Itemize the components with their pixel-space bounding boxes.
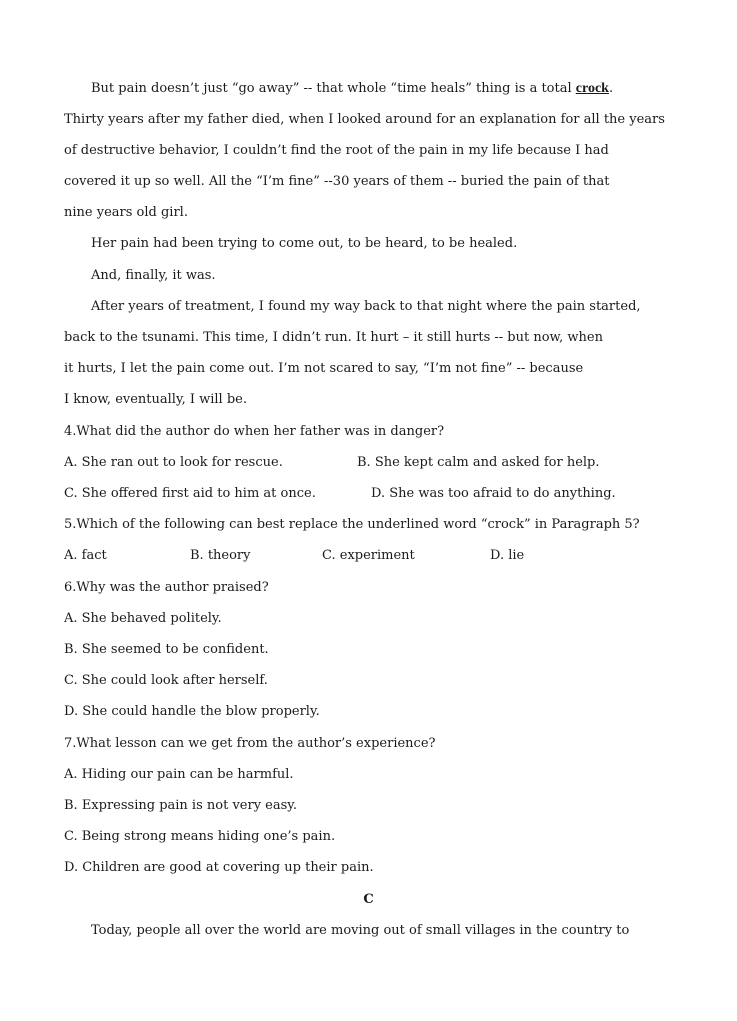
q7-option-c: C. Being strong means hiding one’s pain. (64, 829, 336, 844)
question-5-stem: 5.Which of the following can best replace the underlined word “crock” in Paragraph 5? (64, 517, 640, 532)
q5-option-d: D. lie (490, 548, 525, 563)
section-c-line-1: Today, people all over the world are moving out of small villages in the country to (91, 923, 630, 938)
q5-option-c: C. experiment (322, 548, 415, 563)
p8-line-3: it hurts, I let the pain come out. I’m not scared to say, “I’m not fine” -- because (64, 361, 584, 376)
underlined-word-crock: crock (575, 81, 609, 96)
q6-option-d: D. She could handle the blow properly. (64, 704, 320, 719)
p8-line-4: I know, eventually, I will be. (64, 392, 247, 407)
paragraph-6: Her pain had been trying to come out, to be heard, to be healed. (91, 236, 518, 251)
p5-line-1 (91, 81, 674, 97)
p5-line-1-text: But pain doesn’t just “go away” -- that whole “time heals” thing is a total (91, 81, 576, 96)
p5-line-4: covered it up so well. All the “I’m fine” --30 years of them -- buried the pain of that (64, 174, 610, 189)
q5-option-a: A. fact (64, 548, 107, 563)
q7-option-b: B. Expressing pain is not very easy. (64, 798, 298, 813)
question-4-stem: 4.What did the author do when her father was in danger? (64, 424, 445, 439)
question-6-stem: 6.Why was the author praised? (64, 580, 269, 595)
p8-line-1: After years of treatment, I found my way back to that night where the pain started, (91, 299, 641, 314)
q6-option-c: C. She could look after herself. (64, 673, 268, 688)
p5-line-5: nine years old girl. (64, 205, 188, 220)
q4-option-a: A. She ran out to look for rescue. (64, 455, 283, 470)
p5-line-2: Thirty years after my father died, when I looked around for an explanation for all the years (64, 112, 665, 127)
p5-line-1-period: . (608, 81, 614, 96)
q7-option-d: D. Children are good at covering up their pain. (64, 860, 374, 875)
q4-option-c: C. She offered first aid to him at once. (64, 486, 316, 501)
question-7-stem: 7.What lesson can we get from the author’s experience? (64, 736, 436, 751)
section-c-heading: C (363, 892, 374, 907)
q6-option-a: A. She behaved politely. (64, 611, 222, 626)
paragraph-7: And, finally, it was. (91, 268, 216, 283)
q7-option-a: A. Hiding our pain can be harmful. (64, 767, 294, 782)
p8-line-2: back to the tsunami. This time, I didn’t run. It hurt – it still hurts -- but now, when (64, 330, 603, 345)
q6-option-b: B. She seemed to be confident. (64, 642, 269, 657)
q4-option-b: B. She kept calm and asked for help. (357, 455, 600, 470)
q5-option-b: B. theory (190, 548, 251, 563)
q4-option-d: D. She was too afraid to do anything. (371, 486, 616, 501)
p5-line-3: of destructive behavior, I couldn’t find the root of the pain in my life because I had (64, 143, 609, 158)
